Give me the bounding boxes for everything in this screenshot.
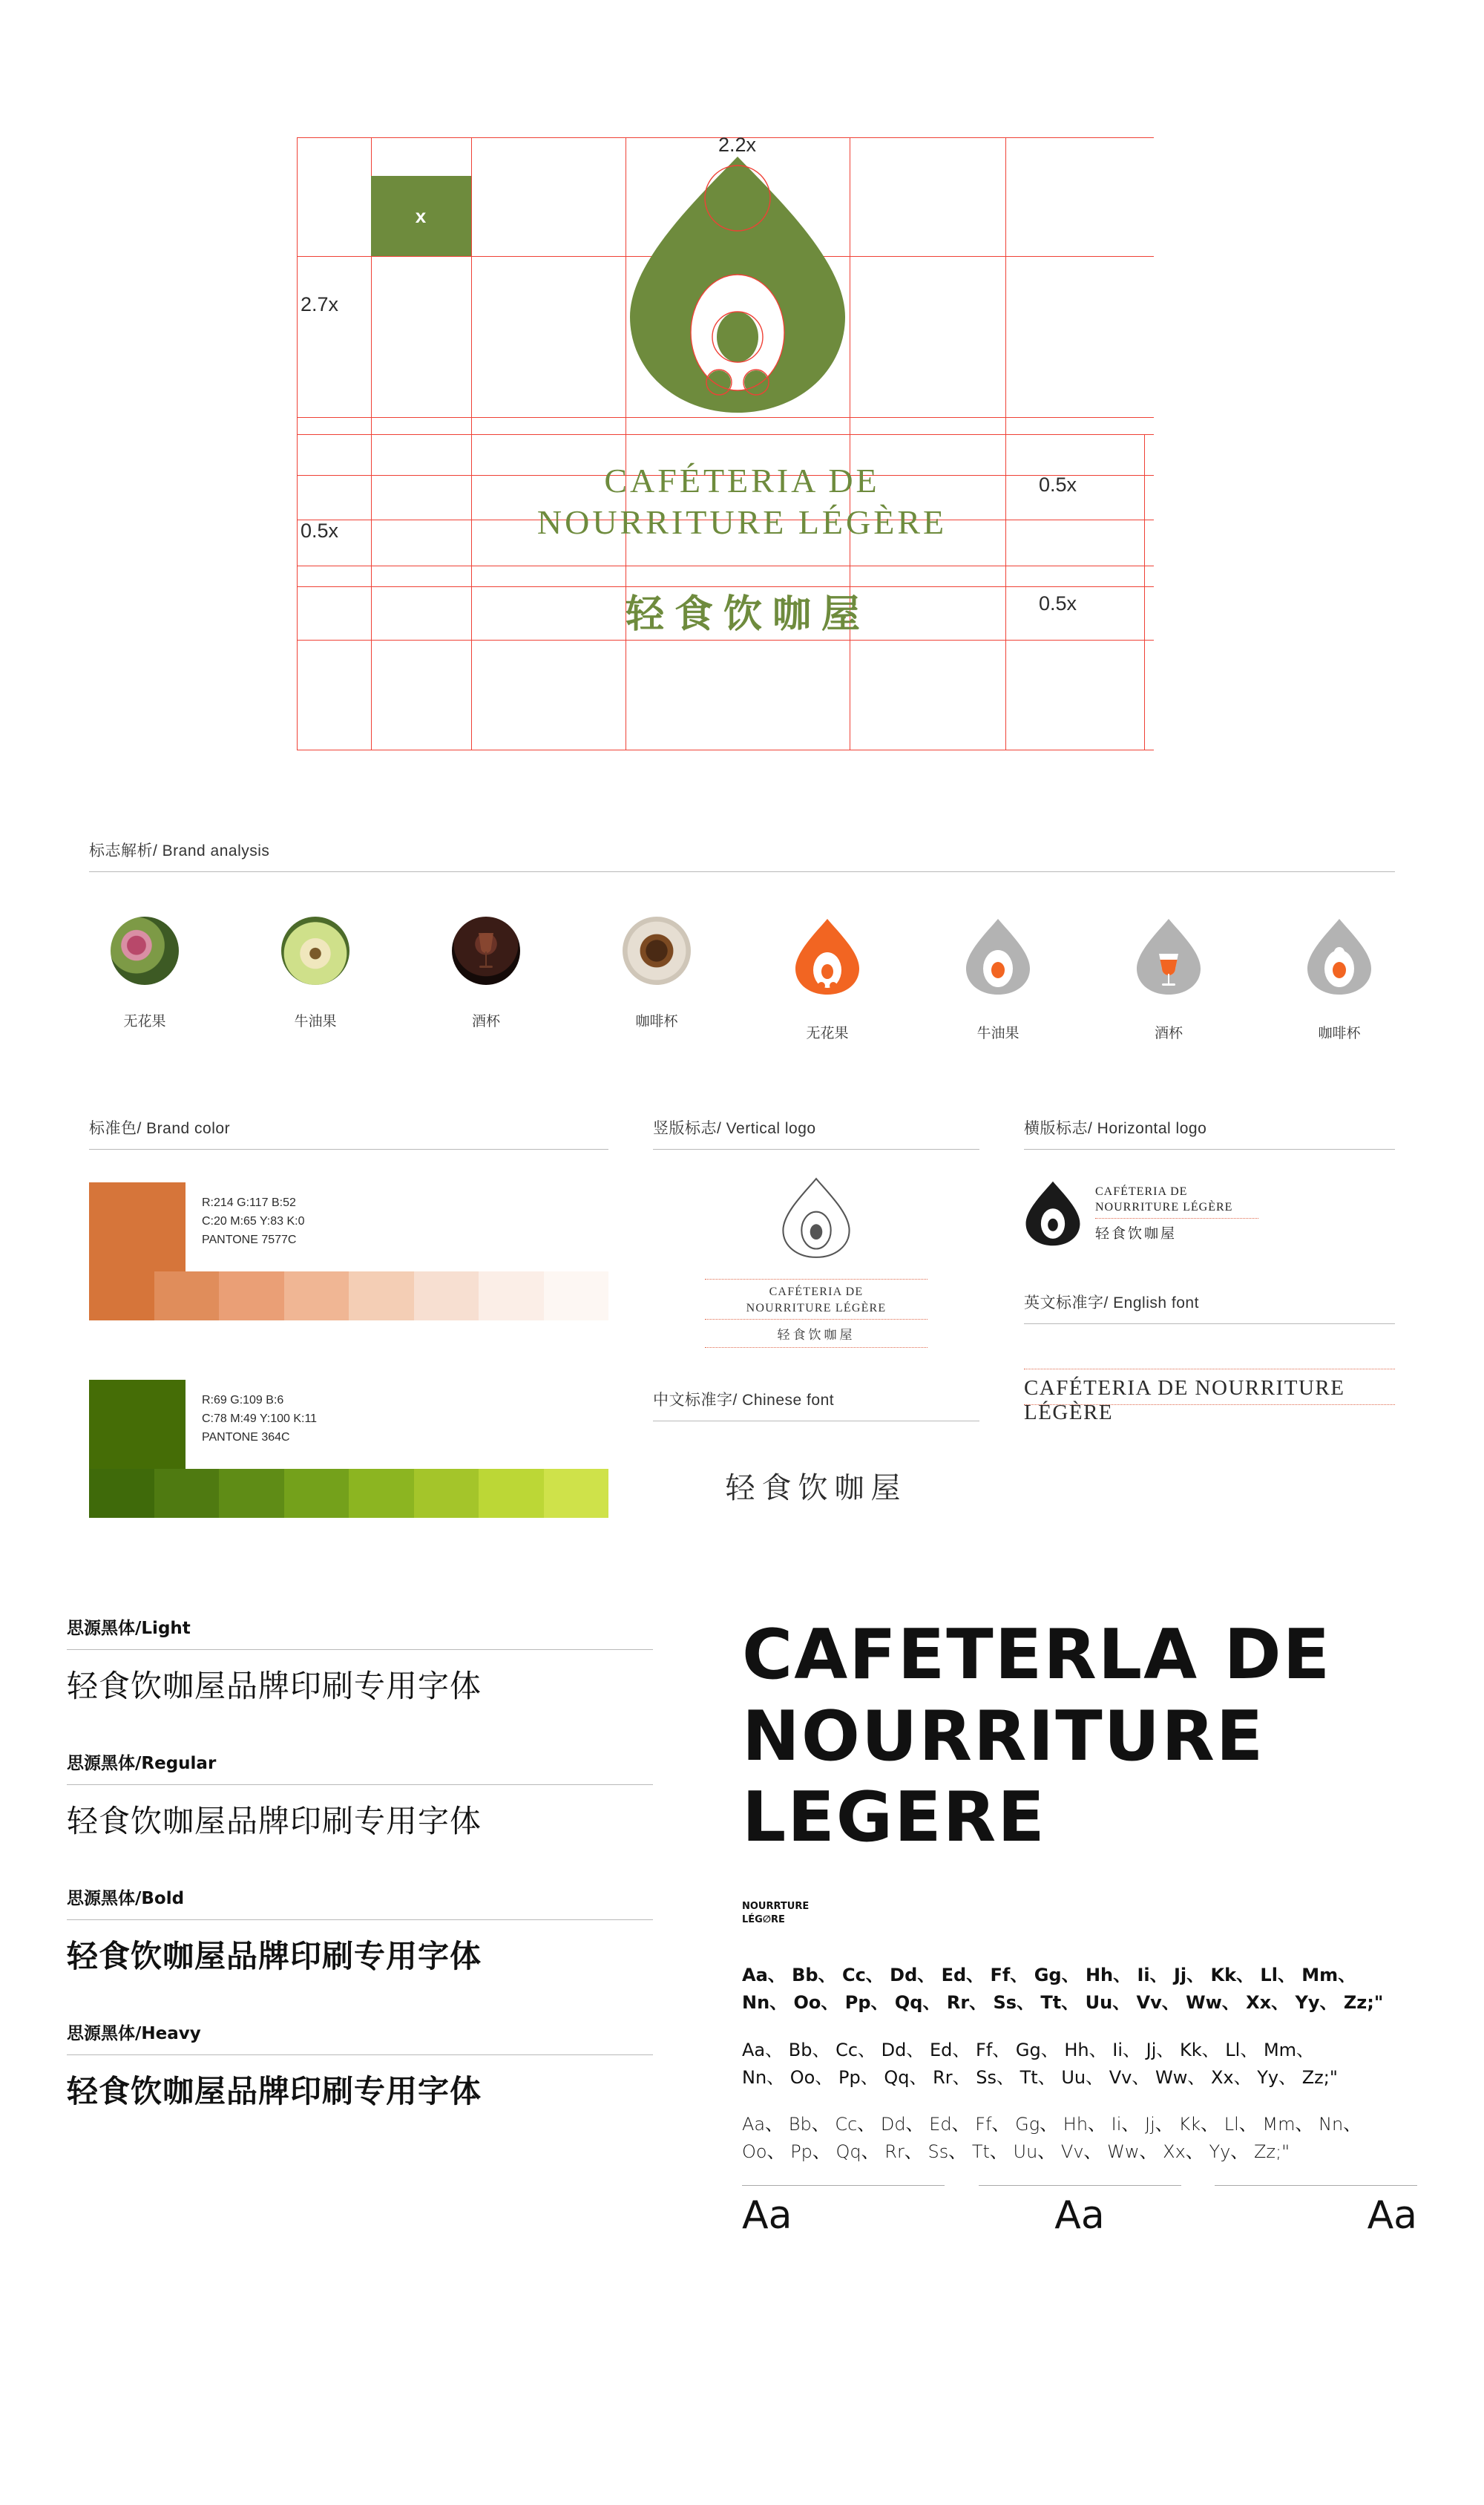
gap-label-right-1: 0.5x xyxy=(1039,474,1077,496)
dotted-guide xyxy=(705,1319,928,1320)
type-sample: 轻食饮咖屋品牌印刷专用字体 xyxy=(67,1668,482,1704)
height-dimension-label: 2.7x xyxy=(301,293,339,315)
brand-analysis-items xyxy=(89,917,1395,1042)
english-headline-line2: NOURRITURE xyxy=(742,1695,1265,1776)
dotted-guide xyxy=(705,1347,928,1348)
wordmark-chinese: 轻食饮咖屋 xyxy=(625,592,870,637)
x-unit-label: x xyxy=(415,204,427,227)
color-chip-orange xyxy=(89,1182,186,1271)
color-column xyxy=(89,1116,608,1518)
gap-label-right-2: 0.5x xyxy=(1039,592,1077,615)
dotted-guide xyxy=(705,1279,928,1280)
chinese-font-block xyxy=(653,1388,979,1507)
alphabet-line: Oo、 Pp、 Qq、 Rr、 Ss、 Tt、 Uu、 Vv、 Ww、 Xx、 Yy、 Zz;" xyxy=(742,2141,1290,2163)
divider xyxy=(1024,1323,1395,1324)
alphabet-line: Aa、 Bb、 Cc、 Dd、 Ed、 Ff、 Gg、 Hh、 Ii、 Jj、 Kk、 Ll、 Mm、 xyxy=(742,1965,1356,1986)
fig-drop-icon xyxy=(793,917,861,997)
analysis-item xyxy=(1113,917,1224,1042)
analysis-item xyxy=(601,917,712,1042)
gap-label-left: 0.5x xyxy=(301,520,339,542)
type-name: 思源黑体/Light xyxy=(67,1619,191,1638)
type-block-heavy xyxy=(67,2020,653,2112)
english-headline-line3: LEGERE xyxy=(742,1777,1046,1858)
avocado-fig-logo-icon xyxy=(626,152,850,417)
type-name: 思源黑体/Heavy xyxy=(67,2024,201,2043)
divider xyxy=(1024,1149,1395,1150)
horizontal-logo-en-line1: CAFÉTERIA DE xyxy=(1095,1185,1188,1199)
type-block-regular xyxy=(67,1749,653,1841)
analysis-item xyxy=(1284,917,1395,1042)
color-swatch-green xyxy=(89,1380,608,1469)
color-pantone: PANTONE 364C xyxy=(202,1430,290,1444)
alphabet-line: Aa、 Bb、 Cc、 Dd、 Ed、 Ff、 Gg、 Hh、 Ii、 Jj、 Kk、 Ll、 Mm、 Nn、 xyxy=(742,2114,1362,2135)
color-pantone: PANTONE 7577C xyxy=(202,1233,297,1246)
wine-glass-photo-icon xyxy=(452,917,520,985)
alphabet-bold xyxy=(742,1962,1417,2017)
analysis-item-label: 咖啡杯 xyxy=(635,1013,678,1029)
x-unit-box xyxy=(371,176,471,256)
analysis-item xyxy=(260,917,371,1042)
analysis-item-label: 牛油果 xyxy=(976,1025,1020,1041)
color-cmyk: C:78 M:49 Y:100 K:11 xyxy=(202,1412,318,1425)
alphabet-line: Nn、 Oo、 Pp、 Qq、 Rr、 Ss、 Tt、 Uu、 Vv、 Ww、 Xx、 Yy、 Zz;" xyxy=(742,2066,1338,2088)
color-swatch-orange xyxy=(89,1182,608,1271)
divider xyxy=(89,871,1395,872)
type-block-light xyxy=(67,1614,653,1706)
aa-specimen: Aa xyxy=(742,2193,792,2239)
type-sample: 轻食饮咖屋品牌印刷专用字体 xyxy=(67,2073,482,2109)
analysis-item-label: 咖啡杯 xyxy=(1318,1025,1361,1041)
width-dimension-label: 2.2x xyxy=(718,134,757,156)
divider xyxy=(653,1149,979,1150)
aa-specimen: Aa xyxy=(1054,2193,1105,2239)
horizontal-logo-text xyxy=(1095,1185,1258,1242)
logo-construction-section xyxy=(0,0,1484,809)
color-rgb: R:214 G:117 B:52 xyxy=(202,1196,296,1209)
brand-color-title: 标准色/ Brand color xyxy=(89,1120,231,1137)
coffee-drop-icon xyxy=(1305,917,1373,997)
fig-photo-icon xyxy=(111,917,179,985)
avocado-drop-icon xyxy=(964,917,1032,997)
wordmark-en-line1: CAFÉTERIA DE xyxy=(604,462,880,500)
horizontal-logo-preview xyxy=(1024,1179,1395,1248)
guide-line-vertical xyxy=(297,137,298,750)
guide-line-vertical xyxy=(1005,137,1006,750)
logo-outline-icon xyxy=(781,1176,852,1260)
type-sample: 轻食饮咖屋品牌印刷专用字体 xyxy=(67,1938,482,1974)
english-font-block xyxy=(1024,1291,1395,1425)
wordmark-english xyxy=(416,460,1068,543)
type-sample: 轻食饮咖屋品牌印刷专用字体 xyxy=(67,1803,482,1839)
small-wordmark xyxy=(742,1900,1417,1926)
vertical-logo-en-line2: NOURRITURE LÉGÈRE xyxy=(746,1301,887,1314)
horizontal-logo-cn: 轻食饮咖屋 xyxy=(1095,1225,1178,1242)
vertical-logo-column xyxy=(653,1116,979,1518)
wine-drop-icon xyxy=(1135,917,1203,997)
vertical-logo-en-line1: CAFÉTERIA DE xyxy=(769,1286,864,1298)
guide-line-vertical xyxy=(1144,434,1145,750)
analysis-item-label: 酒杯 xyxy=(1154,1025,1183,1041)
brand-color-section xyxy=(89,1116,1395,1518)
tint-row-orange xyxy=(89,1271,608,1320)
alphabet-line: Nn、 Oo、 Pp、 Qq、 Rr、 Ss、 Tt、 Uu、 Vv、 Ww、 Xx、 Yy、 Zz;" xyxy=(742,1992,1384,2014)
guide-line-horizontal xyxy=(297,417,1154,418)
type-name: 思源黑体/Bold xyxy=(67,1889,185,1908)
vertical-logo-cn: 轻食饮咖屋 xyxy=(777,1328,856,1343)
brand-analysis-title: 标志解析/ Brand analysis xyxy=(89,842,270,859)
analysis-item xyxy=(89,917,200,1042)
vertical-logo-preview xyxy=(653,1176,979,1348)
horizontal-logo-en-line2: NOURRITURE LÉGÈRE xyxy=(1095,1201,1233,1214)
analysis-item xyxy=(430,917,542,1042)
divider xyxy=(89,1149,608,1150)
alphabet-regular xyxy=(742,2037,1417,2092)
small-wordmark-line1: NOURRTURE xyxy=(742,1901,810,1913)
guide-line-vertical xyxy=(471,137,472,750)
typography-section xyxy=(67,1614,1417,2294)
color-cmyk: C:20 M:65 Y:83 K:0 xyxy=(202,1214,305,1228)
analysis-item-label: 无花果 xyxy=(806,1025,849,1041)
alphabet-light xyxy=(742,2111,1417,2166)
type-name: 思源黑体/Regular xyxy=(67,1754,217,1773)
avocado-photo-icon xyxy=(281,917,349,985)
color-info-orange xyxy=(202,1194,304,1249)
aa-specimen-row xyxy=(742,2185,1417,2242)
analysis-item-label: 无花果 xyxy=(123,1013,166,1029)
chinese-typography-column xyxy=(67,1614,653,2242)
english-typography-column xyxy=(653,1614,1417,2242)
color-info-green xyxy=(202,1392,317,1447)
coffee-cup-photo-icon xyxy=(623,917,691,985)
logo-solid-icon xyxy=(1024,1179,1082,1248)
guide-line-horizontal xyxy=(297,434,1154,435)
alphabet-line: Aa、 Bb、 Cc、 Dd、 Ed、 Ff、 Gg、 Hh、 Ii、 Jj、 Kk、 Ll、 Mm、 xyxy=(742,2039,1315,2060)
wordmark-en-line2: NOURRITURE LÉGÈRE xyxy=(536,503,948,542)
horizontal-logo-column xyxy=(1024,1116,1395,1518)
english-headline-line1: CAFETERLA DE xyxy=(742,1614,1332,1694)
analysis-item xyxy=(772,917,883,1042)
english-headline xyxy=(742,1614,1417,1859)
type-block-bold xyxy=(67,1885,653,1977)
chinese-font-sample: 轻食饮咖屋 xyxy=(725,1471,907,1506)
analysis-item-label: 牛油果 xyxy=(294,1013,337,1029)
small-wordmark-line2: LÉG∅RE xyxy=(742,1913,785,1925)
dotted-guide xyxy=(1024,1404,1395,1405)
english-font-sample: CAFÉTERIA DE NOURRITURE LÉGÈRE xyxy=(1024,1376,1345,1424)
analysis-item-label: 酒杯 xyxy=(471,1013,500,1029)
color-rgb: R:69 G:109 B:6 xyxy=(202,1394,284,1407)
tint-row-green xyxy=(89,1469,608,1518)
dotted-guide xyxy=(1095,1218,1258,1219)
vertical-logo-title: 竖版标志/ Vertical logo xyxy=(653,1120,816,1137)
color-chip-green xyxy=(89,1380,186,1469)
aa-specimen: Aa xyxy=(1367,2193,1417,2239)
vertical-logo-en xyxy=(746,1284,887,1316)
analysis-item xyxy=(942,917,1054,1042)
english-font-title: 英文标准字/ English font xyxy=(1024,1294,1199,1312)
chinese-font-title: 中文标准字/ Chinese font xyxy=(653,1392,835,1409)
brand-analysis-section xyxy=(89,839,1395,1042)
guide-line-horizontal xyxy=(297,640,1154,641)
horizontal-logo-title: 横版标志/ Horizontal logo xyxy=(1024,1120,1207,1137)
alphabet-specimens xyxy=(742,1962,1417,2166)
